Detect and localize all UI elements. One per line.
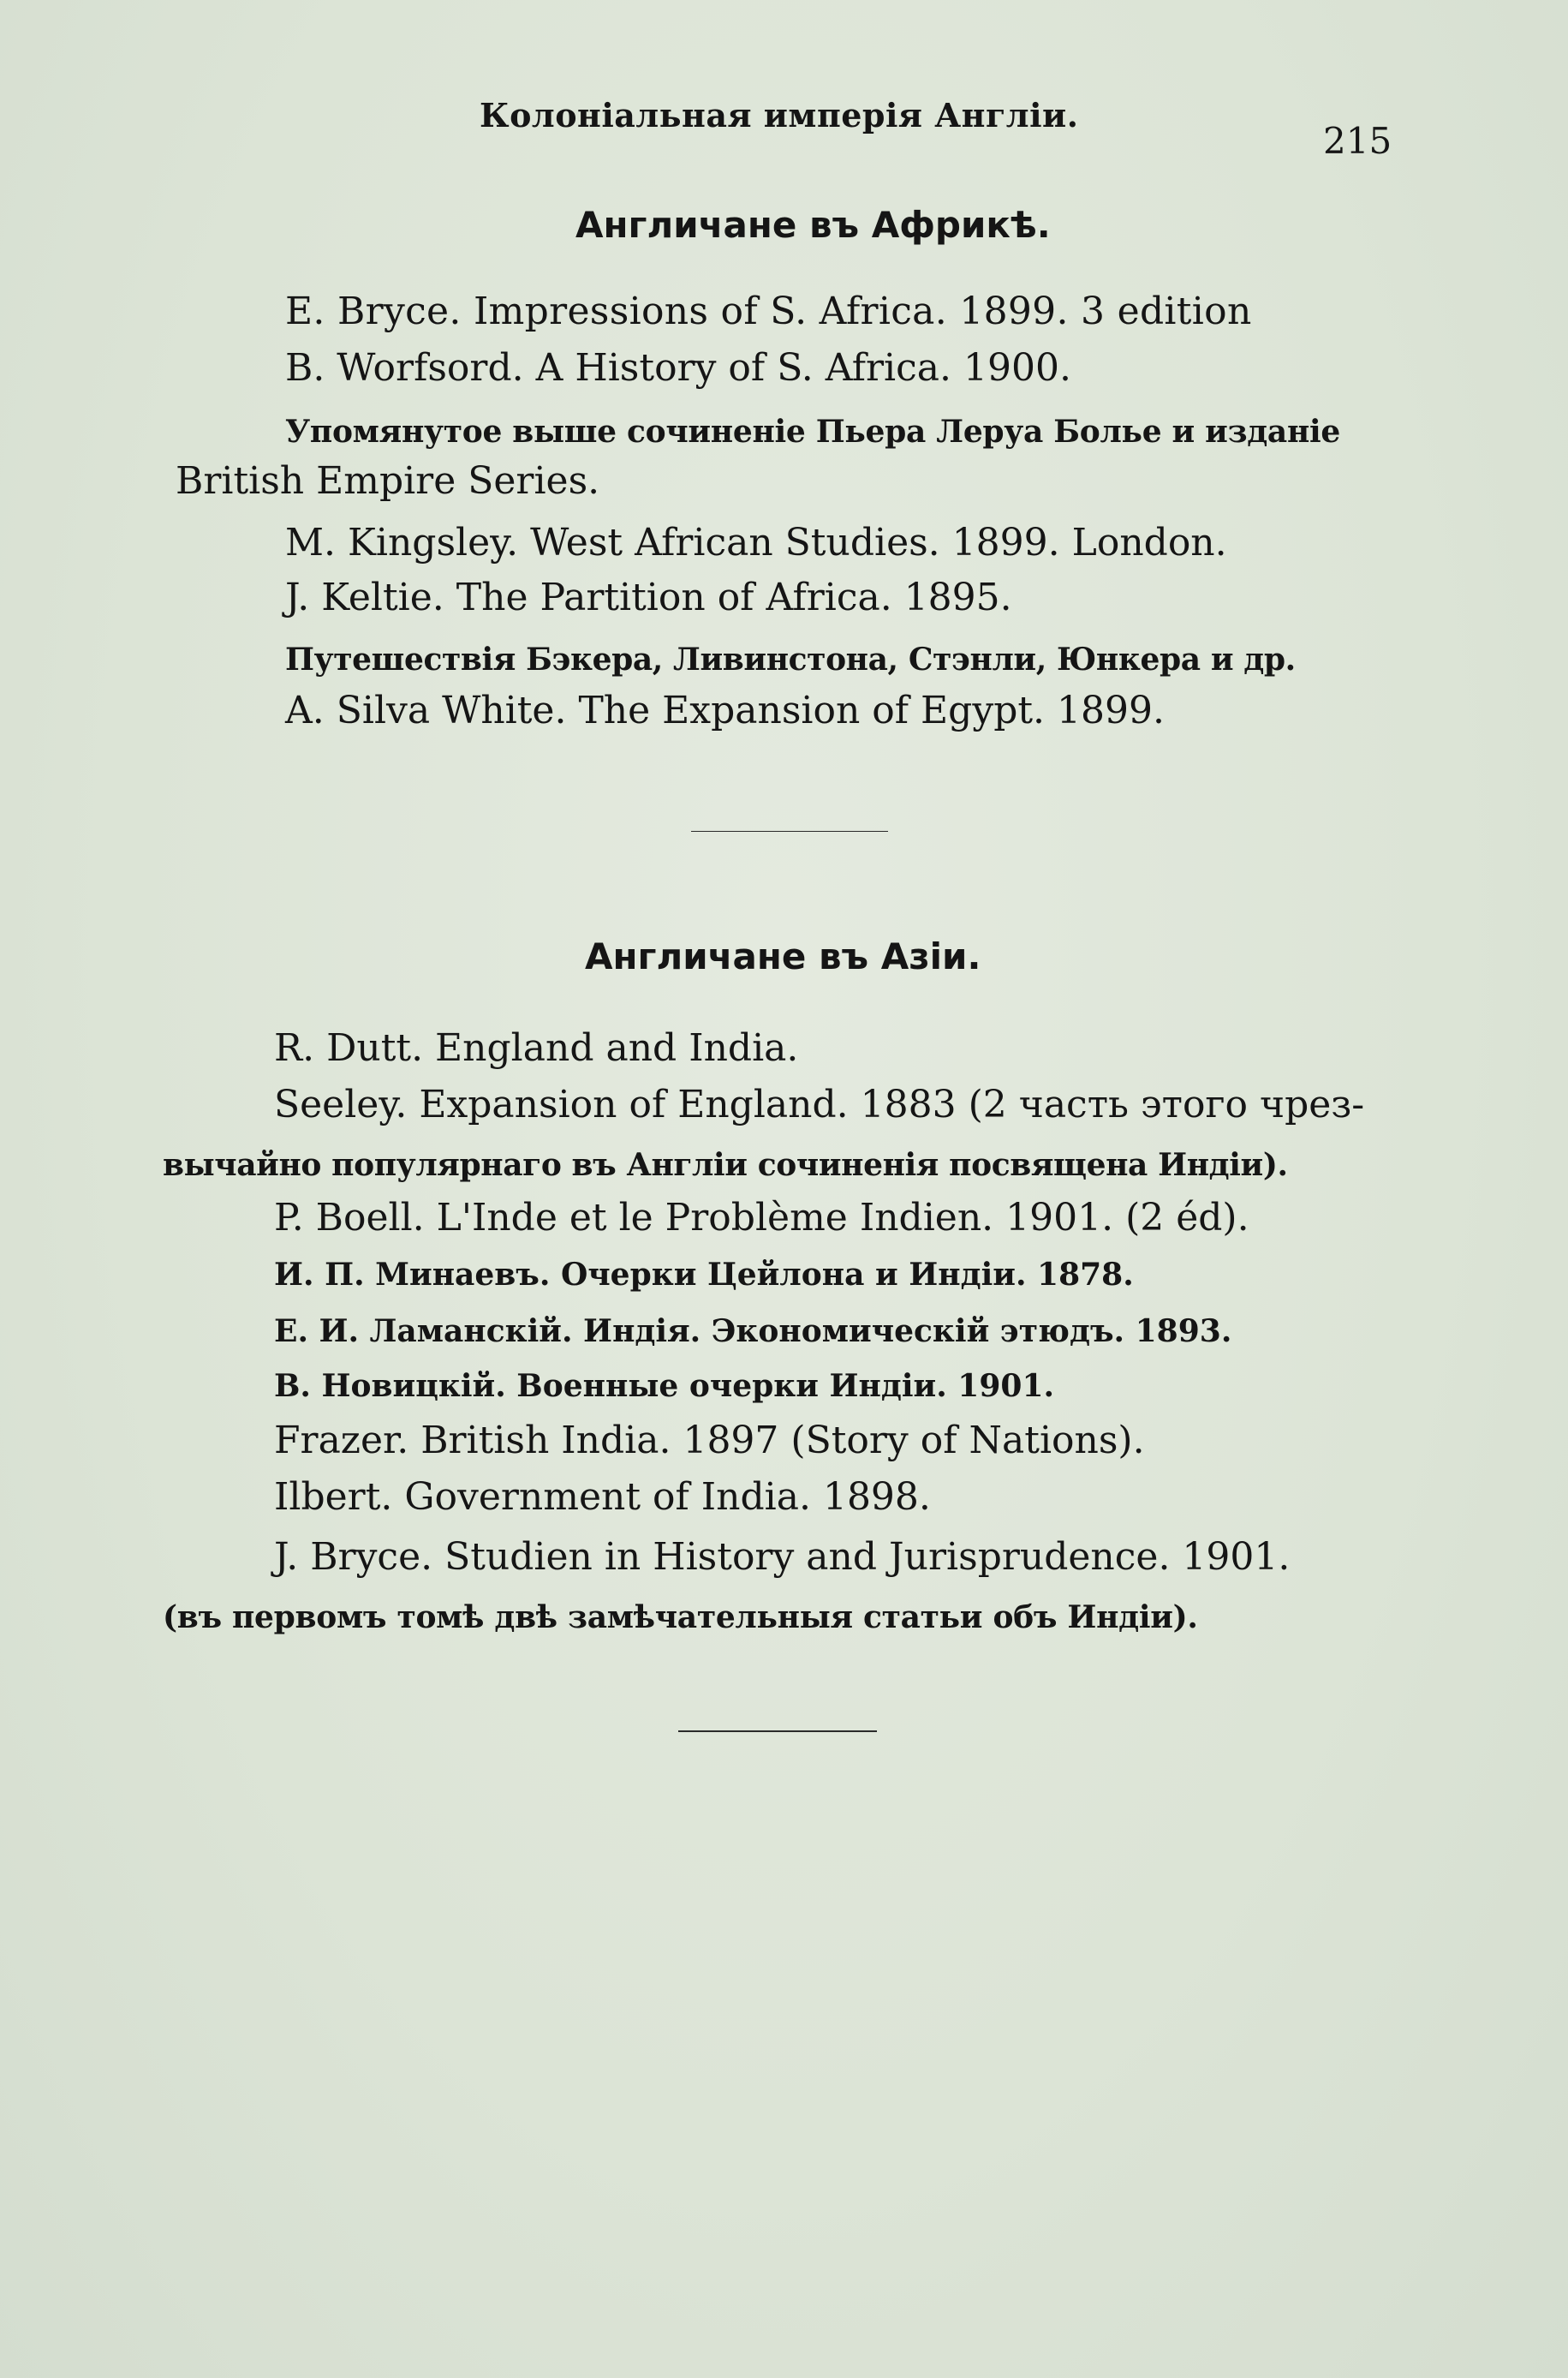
africa-entry-bryce: E. Bryce. Impressions of S. Africa. 1899. 3 edition xyxy=(285,290,1252,333)
asia-entry-frazer: Frazer. British India. 1897 (Story of Nations). xyxy=(274,1419,1145,1462)
asia-entry-dutt: R. Dutt. England and India. xyxy=(274,1026,799,1070)
africa-entry-leroy-beaulieu: Упомянутое выше сочиненіе Пьера Леруа Болье и изданіе xyxy=(285,414,1340,450)
africa-entry-kingsley: M. Kingsley. West African Studies. 1899. London. xyxy=(285,521,1227,565)
africa-entry-worfsord: B. Worfsord. A History of S. Africa. 1900. xyxy=(285,346,1071,390)
africa-entry-travels: Путешествія Бэкера, Ливинстона, Стэнли, Юнкера и др. xyxy=(285,642,1296,678)
asia-entry-seeley-cont: вычайно популярнаго въ Англіи сочиненія посвящена Индіи). xyxy=(163,1147,1288,1183)
asia-entry-bryce-studien: J. Bryce. Studien in History and Jurisprudence. 1901. xyxy=(274,1535,1291,1579)
asia-entry-lamansky: Е. И. Ламанскій. Индія. Экономическій этюдъ. 1893. xyxy=(274,1313,1232,1349)
asia-entry-seeley: Seeley. Expansion of England. 1883 (2 часть этого чрез- xyxy=(274,1083,1365,1126)
africa-entry-keltie: J. Keltie. The Partition of Africa. 1895. xyxy=(285,576,1012,619)
section-title-asia: Англичане въ Азіи. xyxy=(585,935,981,977)
running-title: Колоніальная имперія Англіи. xyxy=(480,96,1079,134)
asia-entry-ilbert: Ilbert. Government of India. 1898. xyxy=(274,1475,931,1519)
end-rule xyxy=(678,1730,877,1732)
asia-entry-boell: P. Boell. L'Inde et le Problème Indien. 1901. (2 éd). xyxy=(274,1196,1249,1240)
asia-entry-bryce-note: (въ первомъ томѣ двѣ замѣчательныя статьи объ Индіи). xyxy=(163,1599,1198,1635)
africa-entry-leroy-beaulieu-cont: British Empire Series. xyxy=(176,459,600,503)
asia-entry-minaev: И. П. Минаевъ. Очерки Цейлона и Индіи. 1878. xyxy=(274,1257,1134,1293)
section-title-africa: Англичане въ Африкѣ. xyxy=(575,204,1051,246)
section-divider-short xyxy=(691,831,888,832)
africa-entry-silva-white: A. Silva White. The Expansion of Egypt. 1899. xyxy=(285,689,1165,732)
asia-entry-novitsky: В. Новицкій. Военные очерки Индіи. 1901. xyxy=(274,1368,1055,1404)
page-number: 215 xyxy=(1323,120,1392,162)
